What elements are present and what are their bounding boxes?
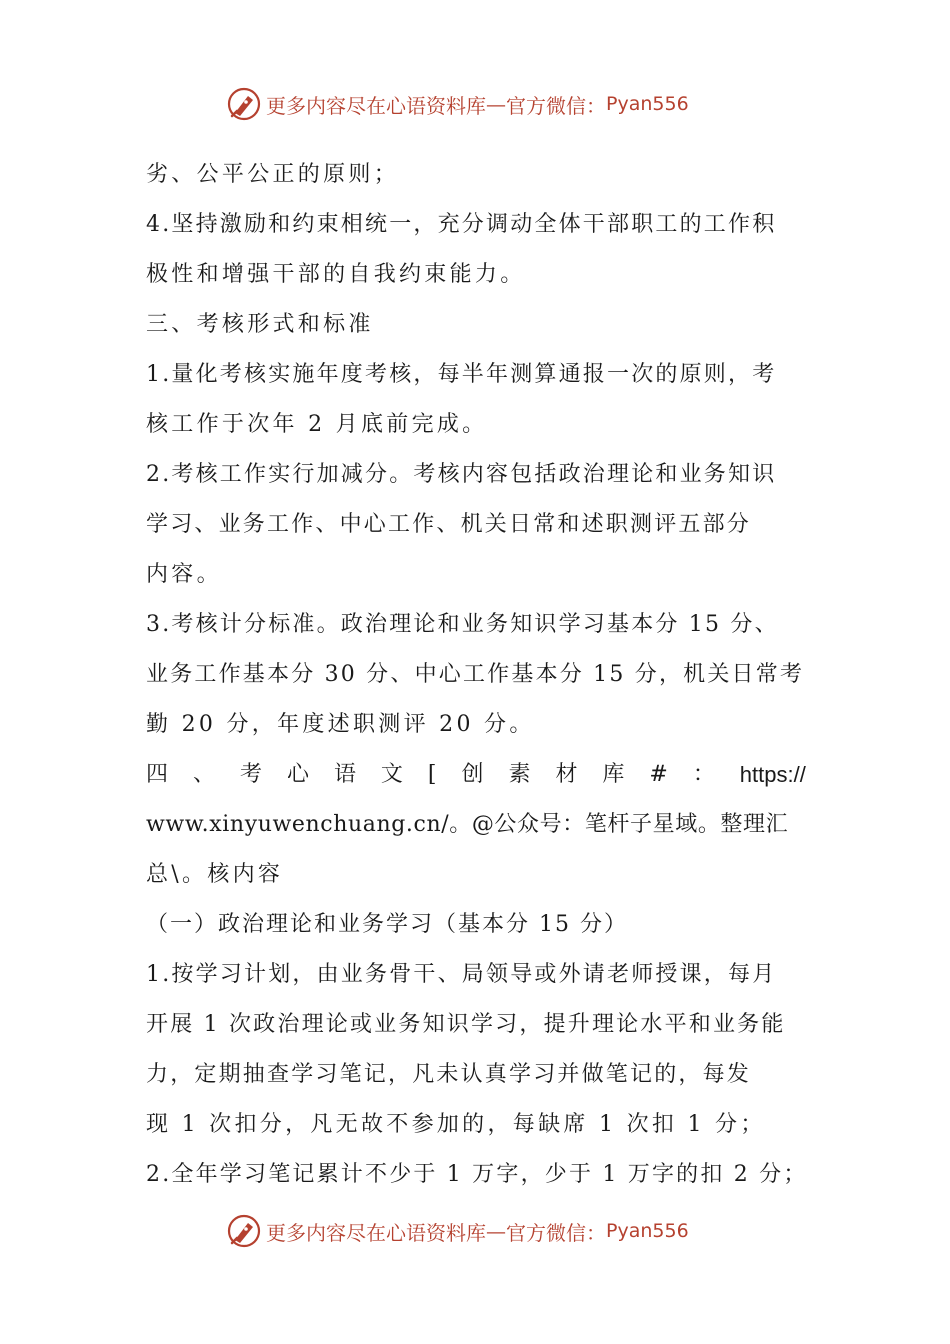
spread-token: 素 xyxy=(508,762,531,787)
subsection-heading: （一）政治理论和业务学习（基本分 15 分） xyxy=(146,912,628,937)
header-watermark-banner xyxy=(226,84,746,124)
url-fragment: https:// xyxy=(739,762,806,787)
text-line: 极性和增强干部的自我约束能力。 xyxy=(146,262,526,287)
text-line: 勤 20 分，年度述职测评 20 分。 xyxy=(146,712,535,737)
text-line: 劣、公平公正的原则； xyxy=(146,162,400,187)
text-line: 核工作于次年 2 月底前完成。 xyxy=(146,412,488,437)
spread-text-line xyxy=(146,750,806,800)
footer-dash: — xyxy=(486,1219,506,1243)
spread-token: # xyxy=(649,762,668,787)
text-line: 学习、业务工作、中心工作、机关日常和述职测评五部分 xyxy=(146,512,752,537)
pen-nib-logo-icon xyxy=(226,86,262,122)
footer-wechat-id: Pyan556 xyxy=(606,1220,689,1242)
text-line: 2.考核工作实行加减分。考核内容包括政治理论和业务知识 xyxy=(146,462,777,487)
spread-token: ： xyxy=(692,762,715,787)
spread-token: 、 xyxy=(192,762,215,787)
text-line: 开展 1 次政治理论或业务知识学习，提升理论水平和业务能 xyxy=(146,1012,786,1037)
text-line: 2.全年学习笔记累计不少于 1 万字，少于 1 万字的扣 2 分； xyxy=(146,1162,808,1187)
text-line: 4.坚持激励和约束相统一，充分调动全体干部职工的工作积 xyxy=(146,212,777,237)
text-line: 1.量化考核实施年度考核，每半年测算通报一次的原则，考 xyxy=(146,362,777,387)
footer-brand-text: 更多内容尽在心语资料库 xyxy=(266,1220,486,1245)
spread-token: [ xyxy=(427,762,437,787)
text-line: 3.考核计分标准。政治理论和业务知识学习基本分 15 分、 xyxy=(146,612,779,637)
footer-wechat-label: 官方微信： xyxy=(506,1220,606,1245)
section-heading: 三、考核形式和标准 xyxy=(146,312,374,337)
spread-token: 库 xyxy=(602,762,625,787)
spread-token: 材 xyxy=(555,762,578,787)
footer-watermark-banner xyxy=(226,1211,746,1251)
text-line: 力，定期抽查学习笔记，凡未认真学习并做笔记的，每发 xyxy=(146,1062,752,1087)
spread-token: 文 xyxy=(380,762,403,787)
spread-token: 创 xyxy=(461,762,484,787)
spread-token: 四 xyxy=(146,762,169,787)
header-wechat-label: 官方微信： xyxy=(506,93,606,118)
spread-token: 语 xyxy=(333,762,356,787)
header-dash: — xyxy=(486,92,506,116)
spread-token: 心 xyxy=(286,762,309,787)
document-body xyxy=(146,150,806,1200)
text-line: 业务工作基本分 30 分、中心工作基本分 15 分，机关日常考 xyxy=(146,662,805,687)
header-brand-text: 更多内容尽在心语资料库 xyxy=(266,93,486,118)
text-line: 现 1 次扣分，凡无故不参加的，每缺席 1 次扣 1 分； xyxy=(146,1112,766,1137)
text-line: 1.按学习计划，由业务骨干、局领导或外请老师授课，每月 xyxy=(146,962,777,987)
text-line: 内容。 xyxy=(146,562,222,587)
header-wechat-id: Pyan556 xyxy=(606,93,689,115)
text-line: 总\。核内容 xyxy=(146,862,284,887)
spread-token: 考 xyxy=(239,762,262,787)
pen-nib-logo-icon xyxy=(226,1213,262,1249)
url-text-line: www.xinyuwenchuang.cn/。@公众号：笔杆子星域。整理汇 xyxy=(146,812,789,837)
